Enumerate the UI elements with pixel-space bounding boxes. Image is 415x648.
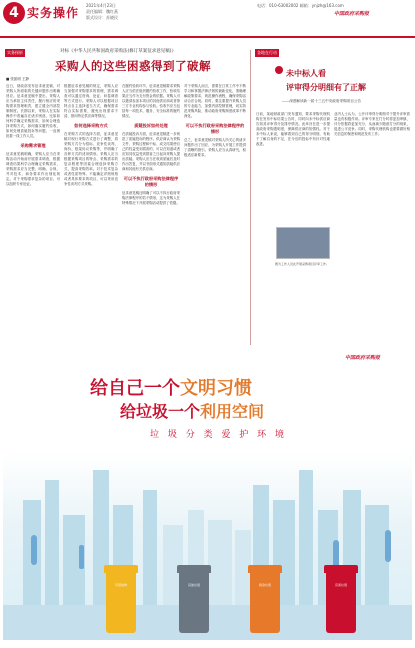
column-3-text: 在履约验收环节，征求意见稿要求采购人应当依法组织履约验收工作，验收结果应当作为支付资金的依据。采购人可以邀请参加本项目的其他供应商或者第三方专业机构参与验收。验收书应当包括每一项技术、服务、安全标准的履约情况。 (122, 84, 180, 118)
article-column-3 (122, 84, 180, 344)
page-number: 4 (3, 2, 25, 24)
side-column-1-text: 日前，某地财政部门发布通知，要求采购代理机构在发布中标结果公告时，同时向未中标供应商告知其评审得分及排序情况。此举旨在进一步提高政府采购透明度，保障供应商的知情权。对于未中标人来说，能够看到自己的得分明细，有助于了解自身的不足，在今后的投标中有针对性地改进。 (256, 112, 330, 146)
poster-slogan: 垃 圾 分 类 爱 护 环 境 (150, 430, 288, 440)
poster-line-1-prefix: 给自己一个 (90, 378, 180, 399)
side-column-2 (334, 112, 410, 344)
bin-label-other: 其他垃圾 (187, 583, 200, 587)
column-2b-text: 在采购方式的选择方面，征求意见稿对现行采购方式进行了调整，将采购方式分为招标、竞争性谈判、询价、框架协议采购等，并明确了各种方式的适用情形。采购人应当根据采购项目的特点、采购需求的复杂程度等因素合理选择采购方式，提高采购效率。对于技术复杂或者性质特殊、不能确定详细规格或者具体要求的项目，可以采用竞争性谈判方式采购。 (64, 132, 118, 186)
side-photo (276, 227, 330, 259)
article-column-4 (184, 84, 246, 344)
bin-label-hazardous: 有害垃圾 (334, 583, 347, 587)
poster-line-1-highlight: 文明习惯 (180, 378, 252, 399)
side-subtitle: ——深度解读新一届十三五中央政府采购项目公告 (282, 99, 362, 103)
column-2-text: 根据征求意见稿的规定，采购人应当加强对采购需求的管理，需求调查可以通过咨询、论证、问卷调查等方式进行。采购人可以根据项目特点自主选择适当方式，确保需求符合实际需要，避免出现需求不清、指向特定供应商等情况。 (64, 84, 118, 118)
reviewer-line: 版式设计：苏晓民 (86, 15, 118, 20)
subheading-3: 质疑投诉如何处理 (134, 123, 168, 128)
article-title: 采购人的这些困惑得到了破解 (55, 59, 211, 73)
contact-line: 电话：010-63002002 邮箱：ynjzh@163.com (257, 3, 344, 8)
side-title-line-1: 未中标人看 (286, 69, 326, 78)
poster-line-2-prefix: 给垃圾一个 (120, 402, 201, 421)
side-column-2-text: 业内人士认为，公开评审得分明细对于提升评审质量也有积极作用。评审专家在打分时将更加审慎，评分依据将更加充分，从而减少随意打分的现象，促进公平竞争。同时，采购代理机构也需要做好相关信息的保密和规范发布工作。 (334, 112, 410, 136)
column-1-text: 近日，财政部发布征求意见稿，对采购人所面临的关键问题作出明确回应。征求意见稿中提出，采购人应当承担主体责任，履行相应的采购需求管理职责，建立健全内部控制制度。长期以来，采购人在实际操作中普遍存在诸多困惑，比如如何科学确定采购需求，如何合理选择采购方式，如何落实履约验收，如何处理质疑投诉等问题，一直困扰着一线工作人员。 (6, 84, 60, 138)
other-waste-bin (177, 565, 211, 635)
subheading-3c: 可以不执行政府采购法律程序的情形 (123, 176, 179, 187)
editor-line: 责任编辑：魏红燕 (86, 9, 118, 14)
side-column-1 (256, 112, 330, 224)
subheading-2: 如何选择采购方式 (74, 123, 108, 128)
article-byline: ■ 张振明 王静 (6, 77, 30, 81)
column-1b-text: 征求意见稿明确，采购人应当在采购活动开始前开展需求调查，根据调查结果科学合理确定采购需求，采购需求应当完整、明确、合规，并对技术、商务要求作出细化规定。对于采购需求复杂的项目，可以组织专家论证。 (6, 152, 60, 186)
hazardous-waste-bin (324, 565, 358, 635)
bin-label-kitchen: 厨余垃圾 (258, 583, 271, 587)
article-column-1 (6, 84, 60, 344)
page-header (0, 0, 415, 38)
column-4-text: 对于采购人而言，需要在日常工作中不断学习和掌握法律法规的最新变化，准确理解政策要求，规范操作流程，确保采购活动合法合规。同时，要注重提升采购人员的专业能力，加强内部控制管理，切实防范采购风险，推动政府采购制度改革不断深化。 (184, 84, 246, 118)
kitchen-waste-bin (248, 565, 282, 635)
side-article-tag: 各地在行动 (257, 50, 277, 55)
recycle-bin (104, 565, 138, 635)
poster-line-2-highlight: 利用空间 (200, 402, 265, 421)
paper-logo: 中国政府采购报 (334, 11, 370, 17)
column-3b-text: 在质疑投诉方面，征求意见稿进一步规范了质疑投诉的程序。供应商认为采购文件、采购过程和中标、成交结果使自己的权益受到损害的，可以在知道或者应知其权益受到损害之日起向采购人提出质疑。采购人应当在收到质疑后及时作出答复，并以书面形式通知质疑供应商和其他有关供应商。 (122, 132, 180, 171)
bin-label-recyclable: 可回收物 (114, 583, 127, 587)
section-title: 实务操作 (27, 6, 80, 20)
column-divider (250, 50, 251, 345)
subheading-4: 可以不执行政府采购法律程序的情形 (185, 123, 245, 134)
article-kicker: 对标《中华人民共和国政府采购法(修订草案征求意见稿)》 (60, 49, 177, 54)
poster-brand: 中国政府采购报 (345, 355, 381, 361)
quote-icon (275, 66, 283, 74)
poster-line-1 (90, 374, 252, 400)
column-4b-text: 总之，征求意见稿对采购人所关心的诸多问题作出了回应，为采购人开展工作提供了清晰的指引。采购人应当认真研究，积极适应新要求。 (184, 138, 246, 157)
article-column-2 (64, 84, 118, 344)
date-line: 2021年4月23日 (86, 3, 116, 8)
subheading-1: 采购需求管理 (20, 143, 46, 148)
poster-line-2 (120, 399, 264, 422)
header-divider (0, 36, 415, 38)
side-photo-caption: 图为工作人员在开展采购项目评审工作。 (275, 262, 330, 266)
side-title-line-2: 评审得分明细有了正解 (286, 83, 366, 92)
article-tag: 实务探析 (7, 50, 23, 55)
column-3c-text: 征求意见稿还明确了可以不执行政府采购法律程序的若干情形，这为采购人在特殊情况下开展采购活动提供了依据。 (122, 191, 180, 205)
